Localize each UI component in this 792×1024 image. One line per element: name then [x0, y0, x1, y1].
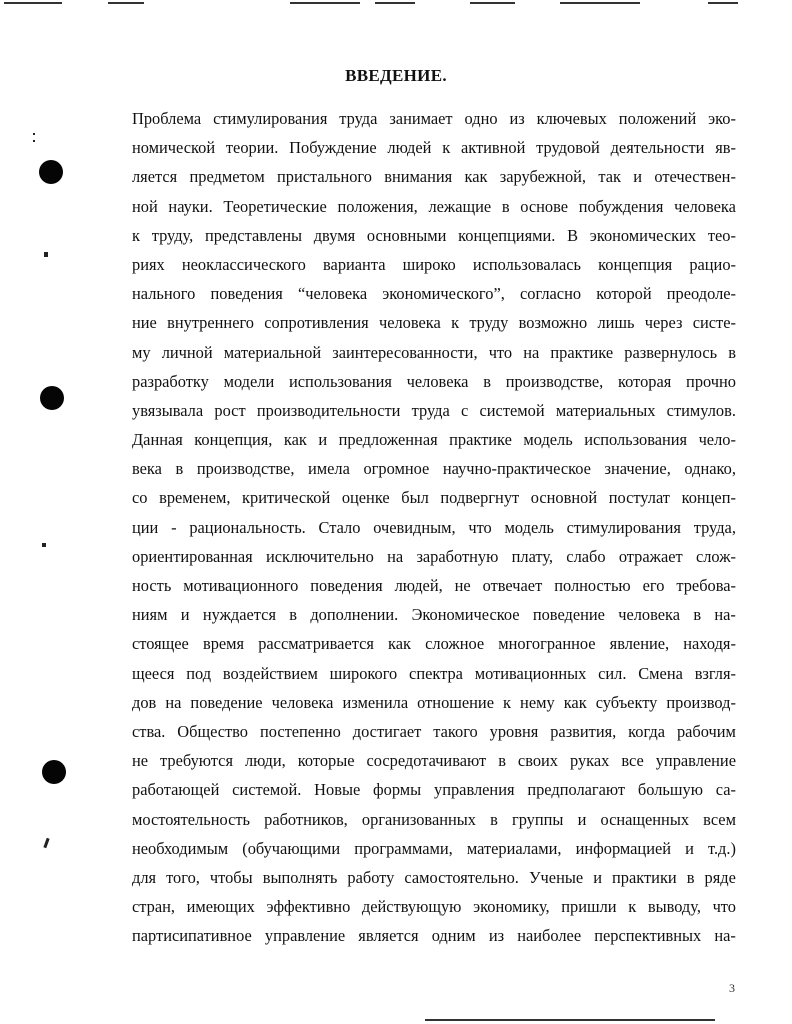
scan-artifact-line	[560, 2, 640, 4]
scan-speck	[33, 133, 35, 135]
punch-hole	[39, 160, 63, 184]
body-text	[132, 104, 736, 950]
text-line: со временем, критической оценке был подвергнут основной постулат концеп-	[132, 488, 736, 508]
text-line: разработку модели использования человека в производстве, которая прочно	[132, 371, 736, 391]
text-line: работающей системой. Новые формы управления предполагают большую са-	[132, 780, 736, 800]
scan-artifact-line	[470, 2, 515, 4]
text-line: партисипативное управление является одним из наиболее перспективных на-	[132, 926, 736, 946]
text-line: щееся под воздействием широкого спектра мотивационных сил. Смена взгля-	[132, 663, 736, 683]
text-line: му личной материальной заинтересованности, что на практике развернулось в	[132, 342, 736, 362]
page-title: ВВЕДЕНИЕ.	[345, 66, 447, 85]
scan-speck	[43, 838, 49, 848]
text-line: стран, имеющих эффективно действующую экономику, пришли к выводу, что	[132, 897, 736, 917]
text-line: ной науки. Теоретические положения, лежащие в основе побуждения человека	[132, 196, 736, 216]
scan-artifact-line	[290, 2, 360, 4]
text-line: ние внутреннего сопротивления человека к труду возможно лишь через систе-	[132, 313, 736, 333]
text-line: номической теории. Побуждение людей к активной трудовой деятельности яв-	[132, 138, 736, 158]
text-line: нального поведения “человека экономического”, согласно которой преодоле-	[132, 284, 736, 304]
scan-artifact-line	[375, 2, 415, 4]
text-line: ляется предметом пристального внимания как зарубежной, так и отечествен-	[132, 167, 736, 187]
text-line: увязывала рост производительности труда с системой материальных стимулов.	[132, 400, 736, 420]
text-line: не требуются люди, которые сосредотачивают в своих руках все управление	[132, 751, 736, 771]
text-line: необходимым (обучающими программами, материалами, информацией и т.д.)	[132, 838, 736, 858]
text-line: к труду, представлены двумя основными концепциями. В экономических тео-	[132, 225, 736, 245]
scan-artifact-line	[4, 2, 62, 4]
punch-hole	[40, 386, 64, 410]
text-line: ориентированная исключительно на заработную плату, слабо отражает слож-	[132, 546, 736, 566]
text-line: ниям и нуждается в дополнении. Экономическое поведение человека в на-	[132, 605, 736, 625]
scan-artifact-line	[708, 2, 738, 4]
scan-artifact-line	[108, 2, 144, 4]
text-line: Проблема стимулирования труда занимает одно из ключевых положений эко-	[132, 109, 736, 128]
scan-speck	[42, 543, 46, 547]
text-line: века в производстве, имела огромное научно-практическое значение, однако,	[132, 459, 736, 479]
scan-speck	[33, 140, 35, 142]
text-line: стоящее время рассматривается как сложное многогранное явление, находя-	[132, 634, 736, 654]
text-line: ность мотивационного поведения людей, не отвечает полностью его требова-	[132, 576, 736, 595]
text-line: дов на поведение человека изменила отношение к нему как субъекту производ-	[132, 692, 736, 712]
text-line: риях неоклассического варианта широко использовалась концепция рацио-	[132, 254, 736, 274]
text-line: для того, чтобы выполнять работу самостоятельно. Ученые и практики в ряде	[132, 867, 736, 887]
text-line: Данная концепция, как и предложенная практике модель использования чело-	[132, 430, 736, 450]
page-number: 3	[729, 981, 735, 995]
text-line: ства. Общество постепенно достигает такого уровня развития, когда рабочим	[132, 721, 736, 741]
text-line: мостоятельность работников, организованных в группы и оснащенных всем	[132, 809, 736, 829]
punch-hole	[42, 760, 66, 784]
text-line: ции - рациональность. Стало очевидным, что модель стимулирования труда,	[132, 517, 736, 537]
scan-artifact-line	[425, 1019, 715, 1021]
scan-speck	[44, 252, 48, 257]
